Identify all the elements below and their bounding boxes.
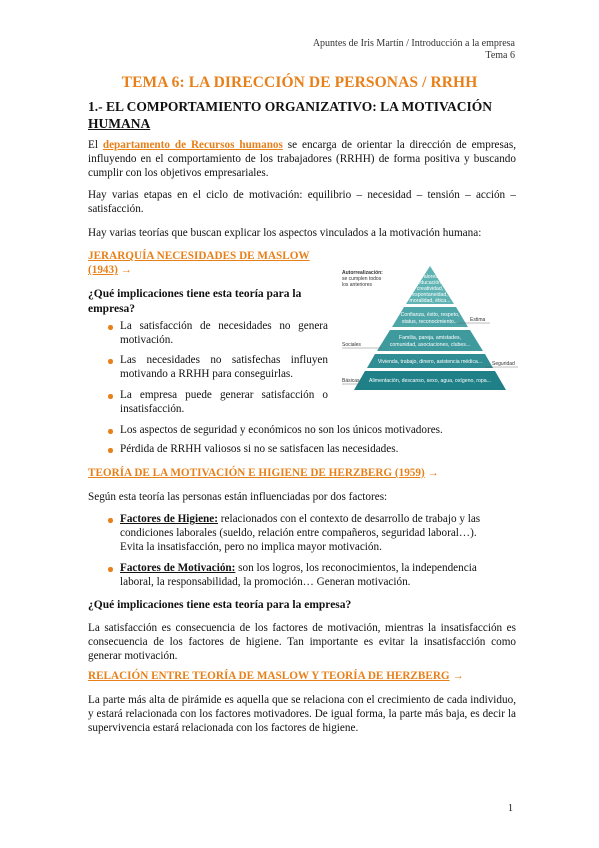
maslow-heading-line-2[interactable]: (1943) xyxy=(88,264,118,277)
bullet-dot-icon xyxy=(108,359,113,364)
maslow-bullet-5: Pérdida de RRHH valiosos si no se satisfacen las necesidades. xyxy=(120,443,399,455)
pyramid-side-label-top-3: los anteriores xyxy=(342,282,373,288)
tier1-text-1: Valores, xyxy=(420,274,440,280)
intro-p1-prefix: El xyxy=(88,139,103,151)
maslow-bullet-4: Los aspectos de seguridad y económicos no son los únicos motivadores. xyxy=(120,424,443,436)
bullet-dot-icon xyxy=(108,394,113,399)
maslow-question xyxy=(88,287,328,316)
tier5-text: Alimentación, descanso, sexo, agua, oxígeno, ropa... xyxy=(369,378,491,384)
arrow-right-icon: → xyxy=(427,467,439,479)
hygiene-factors-term: Factores de Higiene: xyxy=(120,513,218,525)
relation-heading-text[interactable]: RELACIÓN ENTRE TEORÍA DE MASLOW Y TEORÍA DE HERZBERG xyxy=(88,670,450,682)
hygiene-line-3: Evita la insatisfacción, pero no implica mayor motivación. xyxy=(120,541,382,554)
tier1-text-4: espontaneidad, xyxy=(412,292,448,298)
tier3-text-1: Familia, pareja, amistades, xyxy=(399,335,461,341)
maslow-bullet-3: La empresa puede generar satisfacción o insatisfacción. xyxy=(120,389,328,416)
herzberg-bullet-hygiene xyxy=(120,512,518,555)
tier1-text-3: creatividad, xyxy=(416,286,444,292)
herzberg-question: ¿Qué implicaciones tiene esta teoría para la empresa? xyxy=(88,599,352,611)
herzberg-intro: Según esta teoría las personas están influenciadas por dos factores: xyxy=(88,491,388,503)
pyramid-label-estima: Estima xyxy=(470,317,486,323)
hygiene-line-2: condiciones laborales (sueldo, relación entre compañeros, seguridad laboral…). xyxy=(120,527,477,540)
section-heading-line-2: HUMANA xyxy=(88,116,151,131)
bullet-dot-icon xyxy=(108,325,113,330)
arrow-right-icon: → xyxy=(452,670,464,682)
header-line-1: Apuntes de Iris Martín / Introducción a la empresa xyxy=(312,38,515,49)
maslow-question-line-1: ¿Qué implicaciones tiene esta teoría para la xyxy=(88,288,302,300)
page-number: 1 xyxy=(508,803,513,814)
motivation-line-2: laboral, la responsabilidad, la promoción… Generan motivación. xyxy=(120,576,411,589)
maslow-bullet-2: Las necesidades no satisfechas influyen motivando a RRHH para conseguirlas. xyxy=(120,354,328,381)
pyramid-side-label-top-1: Autorrealización: xyxy=(342,270,383,276)
pyramid-side-label-top-2: se cumplen todos xyxy=(342,276,382,282)
hygiene-line-1: relacionados con el contexto de desarrollo de trabajo y las xyxy=(217,513,481,525)
bullet-dot-icon xyxy=(108,518,113,523)
tier2-text-2: status, reconocimiento... xyxy=(401,319,459,325)
motivation-line-1: son los logros, los reconocimientos, la independencia xyxy=(235,562,477,574)
page-header xyxy=(313,38,515,62)
motivation-factors-term: Factores de Motivación: xyxy=(120,562,236,574)
herzberg-heading-text[interactable]: TEORÍA DE LA MOTIVACIÓN E HIGIENE DE HERZBERG (1959) xyxy=(88,467,425,479)
pyramid-label-seguridad: Seguridad xyxy=(492,361,515,367)
maslow-question-line-2: empresa? xyxy=(88,302,136,315)
intro-paragraph-1 xyxy=(88,138,516,181)
maslow-heading-line-1[interactable]: JERARQUÍA NECESIDADES DE MASLOW xyxy=(88,250,310,262)
relation-text: La parte más alta de pirámide es aquella que se relaciona con el crecimiento de cada individuo, y estará relacionada con los factores motivadores. De igual forma, la parte más baja, es decir la supervivencia estará relacionada con los factores de higiene. xyxy=(88,694,516,735)
herzberg-heading xyxy=(88,466,516,480)
section-heading-line-1: 1.- EL COMPORTAMIENTO ORGANIZATIVO: LA MOTIVACIÓN xyxy=(88,99,493,114)
pyramid-label-sociales: Sociales xyxy=(342,342,361,348)
relation-heading xyxy=(88,669,516,683)
bullet-dot-icon xyxy=(108,567,113,572)
header-line-2: Tema 6 xyxy=(485,50,515,61)
maslow-heading xyxy=(88,249,338,277)
intro-paragraph-3: Hay varias teorías que buscan explicar los aspectos vinculados a la motivación humana: xyxy=(88,227,482,239)
tier2-text-1: Confianza, éxito, respeto, xyxy=(400,312,460,318)
intro-p1-rest: se encarga de orientar la dirección de empresas, influyendo en el comportamiento de los trabajadores (RRHH) de forma positiva y buscando cumplir con los objetivos empresariales. xyxy=(88,139,516,180)
bullet-dot-icon xyxy=(108,448,113,453)
tier3-text-2: comunidad, asociaciones, clubes... xyxy=(389,342,471,348)
section-heading xyxy=(88,98,518,132)
herzberg-bullet-motivation xyxy=(120,561,518,589)
tier4-text: Vivienda, trabajo, dinero, asistencia médica... xyxy=(377,359,483,365)
bullet-dot-icon xyxy=(108,429,113,434)
intro-paragraph-2: Hay varias etapas en el ciclo de motivación: equilibrio – necesidad – tensión – acción – satisfacción. xyxy=(88,189,516,216)
pyramid-label-basicas: Básicas xyxy=(342,378,360,384)
herzberg-answer: La satisfacción es consecuencia de los factores de motivación, mientras la insatisfacción es consecuencia de los factores de higiene. Tan importante es evitar la insatisfacción como generar motivación. xyxy=(88,622,516,663)
hr-department-link[interactable]: departamento de Recursos humanos xyxy=(102,139,283,151)
maslow-pyramid-diagram xyxy=(340,264,520,398)
arrow-right-icon: → xyxy=(120,264,132,277)
tier1-text-2: educación, xyxy=(417,280,443,286)
tier1-text-5: moralidad, ética... xyxy=(409,298,451,304)
maslow-bullet-1: La satisfacción de necesidades no genera motivación. xyxy=(120,320,328,347)
page-title: TEMA 6: LA DIRECCIÓN DE PERSONAS / RRHH xyxy=(121,74,478,91)
